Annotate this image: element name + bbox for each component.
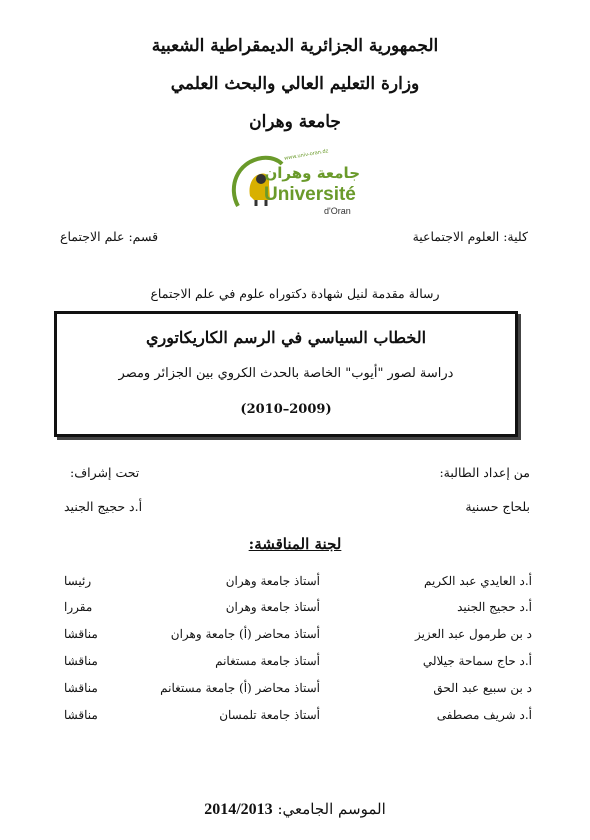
logo-url: www.univ-oran.dz <box>283 148 329 162</box>
member-affiliation: أستاذ محاضر (أ) جامعة وهران <box>170 627 320 641</box>
logo-latin-sub: d'Oran <box>324 206 351 216</box>
republic-heading: الجمهورية الجزائرية الديمقراطية الشعبية <box>151 36 439 56</box>
department-label: قسم: علم الاجتماع <box>60 229 159 244</box>
student-name: بلحاج حسنية <box>465 499 530 514</box>
thesis-title: الخطاب السياسي في الرسم الكاريكاتوري <box>145 328 427 347</box>
committee-row <box>0 681 590 701</box>
committee-row <box>0 654 590 674</box>
member-name: د بن طرمول عبد العزيز <box>414 627 532 641</box>
committee-row <box>0 708 590 728</box>
member-role: مناقشا <box>64 627 98 641</box>
member-name: أ.د حاج سماحة جيلالي <box>422 654 532 668</box>
member-name: أ.د حجيج الجنيد <box>457 600 532 614</box>
ministry-heading: وزارة التعليم العالي والبحث العلمي <box>170 74 420 94</box>
committee-row <box>0 574 590 594</box>
committee-row <box>0 627 590 647</box>
season-year: 2014/2013 <box>204 801 273 818</box>
member-role: مقررا <box>64 600 93 614</box>
committee-row <box>0 600 590 620</box>
thesis-years: (2009–2010) <box>240 402 332 417</box>
member-role: مناقشا <box>64 708 98 722</box>
member-affiliation: أستاذ جامعة مستغانم <box>215 654 320 668</box>
thesis-subtitle: دراسة لصور "أيوب" الخاصة بالحدث الكروي بين الجزائر ومصر <box>118 366 454 381</box>
title-frame <box>54 311 518 437</box>
member-role: مناقشا <box>64 654 98 668</box>
academic-season <box>0 800 590 819</box>
faculty-label: كلية: العلوم الاجتماعية <box>412 229 528 244</box>
logo-arabic-name: جامعة وهران <box>264 164 360 182</box>
member-name: أ.د شريف مصطفى <box>436 708 532 722</box>
committee-title: لجنة المناقشة: <box>248 535 342 553</box>
thesis-intro: رسالة مقدمة لنيل شهادة دكتوراه علوم في علم الاجتماع <box>150 286 440 301</box>
supervisor-label: تحت إشراف: <box>70 465 140 480</box>
member-role: مناقشا <box>64 681 98 695</box>
university-heading: جامعة وهران <box>249 112 341 132</box>
university-logo <box>228 148 364 222</box>
supervisor-name: أ.د حجيج الجنيد <box>64 499 143 514</box>
season-label: الموسم الجامعي: <box>277 800 386 818</box>
member-affiliation: أستاذ جامعة وهران <box>225 600 320 614</box>
member-name: د بن سبيع عبد الحق <box>433 681 532 695</box>
student-label: من إعداد الطالبة: <box>439 465 530 480</box>
member-affiliation: أستاذ محاضر (أ) جامعة مستغانم <box>160 681 320 695</box>
logo-latin-name: Université <box>264 184 356 205</box>
member-affiliation: أستاذ جامعة وهران <box>225 574 320 588</box>
member-affiliation: أستاذ جامعة تلمسان <box>219 708 320 722</box>
member-name: أ.د العايدي عبد الكريم <box>423 574 532 588</box>
member-role: رئيسا <box>64 574 92 588</box>
